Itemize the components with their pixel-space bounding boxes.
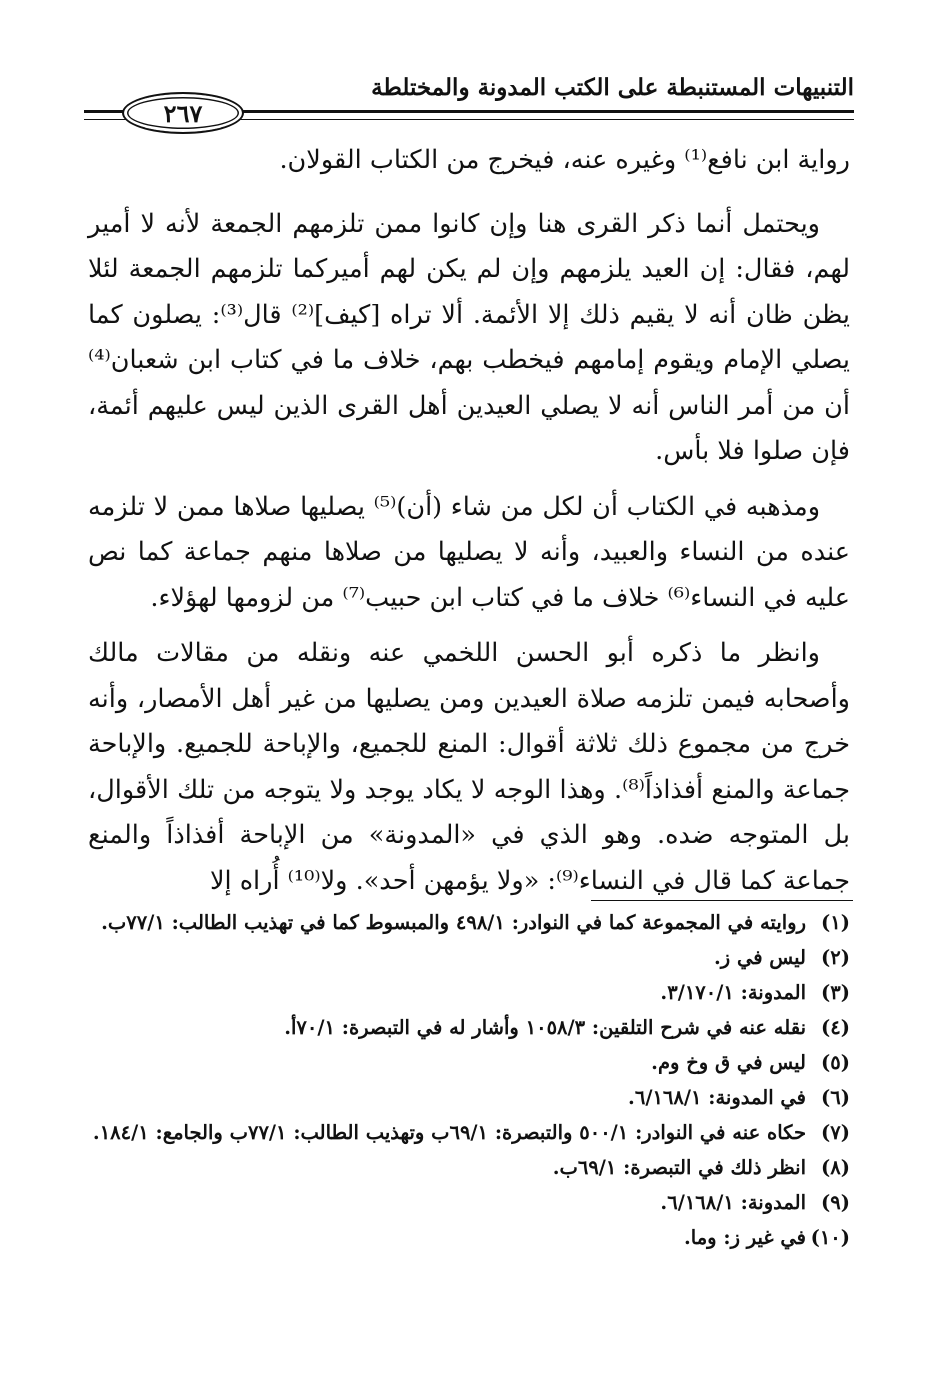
paragraph: رواية ابن نافع⁽¹⁾ وغيره عنه، فيخرج من الكتاب القولان. [279, 145, 850, 175]
footnote-text: في غير ز: وما. [684, 1226, 806, 1249]
footnote-number: (١٠) [810, 1226, 850, 1249]
paragraph: وانظر ما ذكره أبو الحسن اللخمي عنه ونقله من مقالات مالك وأصحابه فيمن تلزمه صلاة العيدين ومن يصليها من غير أهل الأمصار، وأنه خرج من مجموع ذلك ثلاثة أقوال: المنع للجميع، والإباحة للجميع. والإباحة جماعة والمنع أفذاذاً⁽⁸⁾. وهذا الوجه لا يكاد يوجد ولا يتوجه من تلك الأقوال، بل المتوجه ضده. وهو الذي في «المدونة» من الإباحة أفذاذاً والمنع جماعة كما قال في النساء⁽⁹⁾: «ولا يؤمهن أحد». ولا⁽¹⁰⁾ أُراه إلا [88, 638, 851, 896]
footnote-text: المدونة: ٦/١٦٨/١. [660, 1191, 806, 1214]
footnote-text: نقله عنه في شرح التلقين: ١٠٥٨/٣ وأشار له في التبصرة: ٧٠/١أ. [284, 1016, 806, 1039]
footnote [80, 1048, 850, 1078]
footnote-number: (١) [821, 911, 850, 934]
footnote [80, 1118, 850, 1148]
footnote-text: حكاه عنه في النوادر: ٥٠٠/١ والتبصرة: ٦٩/١ب وتهذيب الطالب: ٧٧/١ب والجامع: ١٨٤/١. [92, 1121, 806, 1144]
footnote-number: (٤) [821, 1016, 850, 1039]
footnote-number: (٩) [821, 1191, 850, 1214]
page-number: ٢٦٧ [122, 92, 244, 134]
footnote [80, 1013, 850, 1043]
footnote-number: (٢) [821, 946, 850, 969]
footnote-number: (٥) [821, 1051, 850, 1074]
footnote [80, 1188, 850, 1218]
footnote [80, 943, 850, 973]
footnote-text: في المدونة: ٦/١٦٨/١. [628, 1086, 806, 1109]
footnote-text: روايته في المجموعة كما في النوادر: ٤٩٨/١ والمبسوط كما في تهذيب الطالب: ٧٧/١ب. [101, 911, 806, 934]
footnote-text: انظر ذلك في التبصرة: ٦٩/١ب. [552, 1156, 806, 1179]
footnote [80, 978, 850, 1008]
main-text [88, 138, 850, 914]
footnote-number: (٨) [821, 1156, 850, 1179]
footnote [80, 908, 850, 938]
paragraph: ومذهبه في الكتاب أن لكل من شاء (أن)⁽⁵⁾ يصليها صلاها ممن لا تلزمه عنده من النساء والعبيد، وأنه لا يصليها من صلاها منهم جماعة كما نص عليه في النساء⁽⁶⁾ خلاف ما في كتاب ابن حبيب⁽⁷⁾ من لزومها لهؤلاء. [88, 491, 850, 613]
footnote-number: (٧) [821, 1121, 850, 1144]
footnote-number: (٦) [821, 1086, 850, 1109]
footnote-separator [591, 900, 853, 901]
running-title: التنبيهات المستنبطة على الكتب المدونة والمختلطة [371, 74, 854, 101]
footnote [80, 1083, 850, 1113]
footnote-text: المدونة: ٣/١٧٠/١. [660, 981, 806, 1004]
footnote-number: (٣) [821, 981, 850, 1004]
paragraph: ويحتمل أنما ذكر القرى هنا وإن كانوا ممن تلزمهم الجمعة لأنه لا أمير لهم، فقال: إن العيد يلزمهم وإن لم يكن لهم أميركما تلزمهم الجمعة لئلا يظن ظان أنه لا يقيم ذلك إلا الأئمة. ألا تراه [كيف]⁽²⁾ قال⁽³⁾: يصلون كما يصلي الإمام ويقوم إمامهم فيخطب بهم، خلاف ما في كتاب ابن شعبان⁽⁴⁾ أن من أمر الناس أنه لا يصلي العيدين أهل القرى الذين ليس عليهم أئمة، فإن صلوا فلا بأس. [88, 208, 850, 466]
footnote-text: ليس في ز. [713, 946, 806, 969]
page-header [84, 70, 854, 130]
footnote [80, 1223, 850, 1253]
footnote [80, 1153, 850, 1183]
footnote-text: ليس في ق وخ وم. [651, 1051, 806, 1074]
footnotes [80, 908, 850, 1258]
